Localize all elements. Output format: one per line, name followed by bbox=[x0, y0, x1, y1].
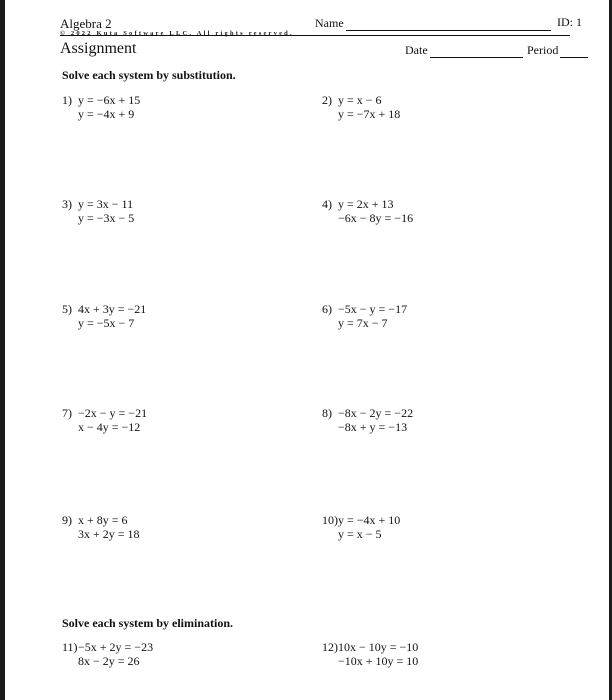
equation-2: y = −4x + 9 bbox=[78, 107, 135, 121]
equation-1: −5x − y = −17 bbox=[338, 302, 408, 316]
problem-1 bbox=[62, 93, 140, 121]
worksheet-id: ID: 1 bbox=[557, 15, 582, 29]
problem-number: 7) bbox=[62, 406, 72, 420]
problem-4 bbox=[322, 197, 413, 225]
equation-2: y = −7x + 18 bbox=[338, 107, 401, 121]
equation-2: −6x − 8y = −16 bbox=[338, 211, 414, 225]
equation-1: y = x − 6 bbox=[338, 93, 382, 107]
problem-number: 6) bbox=[322, 302, 332, 316]
name-blank-line[interactable] bbox=[346, 18, 551, 31]
problem-number: 12) bbox=[322, 640, 338, 654]
problem-number: 5) bbox=[62, 302, 72, 316]
equation-2: y = −5x − 7 bbox=[78, 316, 135, 330]
name-field[interactable] bbox=[315, 16, 551, 31]
course-name: Algebra 2 bbox=[60, 16, 112, 31]
problem-number: 4) bbox=[322, 197, 332, 211]
problem-9 bbox=[62, 513, 140, 541]
problem-7 bbox=[62, 406, 147, 434]
problem-number: 9) bbox=[62, 513, 72, 527]
equation-2: 3x + 2y = 18 bbox=[78, 527, 140, 541]
date-label: Date bbox=[405, 43, 428, 57]
problem-3 bbox=[62, 197, 134, 225]
date-blank-line[interactable] bbox=[430, 45, 523, 58]
equation-2: y = x − 5 bbox=[338, 527, 382, 541]
problem-number: 1) bbox=[62, 93, 72, 107]
equation-1: y = −4x + 10 bbox=[338, 513, 401, 527]
period-field[interactable] bbox=[527, 43, 588, 58]
equation-1: 10x − 10y = −10 bbox=[338, 640, 419, 654]
equation-1: y = −6x + 15 bbox=[78, 93, 141, 107]
period-label: Period bbox=[527, 43, 559, 57]
equation-1: −2x − y = −21 bbox=[78, 406, 148, 420]
problem-number: 3) bbox=[62, 197, 72, 211]
problem-10 bbox=[322, 513, 400, 541]
problem-number: 2) bbox=[322, 93, 332, 107]
problem-11 bbox=[62, 640, 153, 668]
problem-6 bbox=[322, 302, 407, 330]
page-title: Assignment bbox=[60, 40, 137, 57]
equation-2: x − 4y = −12 bbox=[78, 420, 141, 434]
equation-2: y = −3x − 5 bbox=[78, 211, 135, 225]
equation-2: y = 7x − 7 bbox=[338, 316, 388, 330]
equation-1: 4x + 3y = −21 bbox=[78, 302, 147, 316]
copyright-notice: © 2022 Kuta Software LLC. All rights reserved. bbox=[60, 30, 294, 37]
equation-2: −10x + 10y = 10 bbox=[338, 654, 419, 668]
date-field[interactable] bbox=[405, 43, 523, 58]
problem-2 bbox=[322, 93, 400, 121]
equation-2: −8x + y = −13 bbox=[338, 420, 408, 434]
name-label: Name bbox=[315, 16, 344, 30]
problem-5 bbox=[62, 302, 146, 330]
equation-1: −5x + 2y = −23 bbox=[78, 640, 154, 654]
section-instruction-elimination: Solve each system by elimination. bbox=[62, 616, 233, 630]
problem-number: 11) bbox=[62, 640, 78, 654]
problem-number: 8) bbox=[322, 406, 332, 420]
problem-number: 10) bbox=[322, 513, 338, 527]
page-border-left bbox=[0, 0, 5, 700]
equation-1: y = 2x + 13 bbox=[338, 197, 394, 211]
section-instruction-substitution: Solve each system by substitution. bbox=[62, 68, 236, 82]
period-blank-line[interactable] bbox=[560, 45, 588, 58]
equation-1: x + 8y = 6 bbox=[78, 513, 128, 527]
problem-8 bbox=[322, 406, 413, 434]
equation-1: y = 3x − 11 bbox=[78, 197, 134, 211]
equation-1: −8x − 2y = −22 bbox=[338, 406, 414, 420]
problem-12 bbox=[322, 640, 418, 668]
equation-2: 8x − 2y = 26 bbox=[78, 654, 140, 668]
